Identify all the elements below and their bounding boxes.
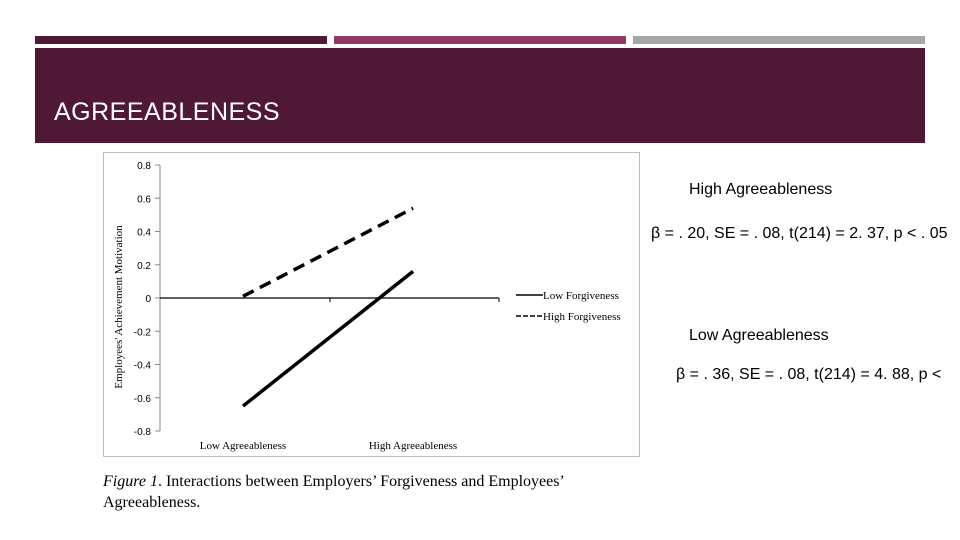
interaction-chart (103, 152, 640, 457)
y-tick-label: 0.4 (137, 227, 151, 239)
slide-title: AGREEABLENESS (54, 98, 281, 126)
legend-label: High Forgiveness (543, 311, 621, 323)
y-tick-label: -0.4 (133, 360, 151, 372)
title-banner (35, 48, 925, 143)
accent-bar-dark (35, 36, 327, 44)
high-agreeableness-stats: β = . 20, SE = . 08, t(214) = 2. 37, p < . 05 (651, 225, 948, 242)
y-tick-label: -0.6 (133, 393, 151, 405)
series-line-low-forgiveness (243, 271, 413, 406)
accent-bar-gray (633, 36, 925, 44)
y-tick-label: -0.2 (133, 327, 151, 339)
caption-text: . Interactions between Employers’ Forgiveness and Employees’ Agreeableness. (103, 473, 564, 511)
y-tick-label: 0.8 (137, 161, 151, 172)
figure-caption (103, 471, 623, 513)
low-agreeableness-stats: β = . 36, SE = . 08, t(214) = 4. 88, p < (676, 366, 942, 383)
x-category-label: High Agreeableness (368, 440, 458, 452)
high-agreeableness-title: High Agreeableness (689, 181, 833, 198)
y-tick-label: 0 (145, 294, 151, 305)
legend-label: Low Forgiveness (543, 290, 619, 302)
y-tick-label: -0.8 (133, 427, 151, 438)
caption-figure-label: Figure 1 (103, 473, 158, 490)
accent-bar-mid (334, 36, 626, 44)
low-agreeableness-title: Low Agreeableness (689, 327, 829, 344)
y-axis-label: Employees' Achievement Motivation (113, 225, 125, 389)
y-tick-label: 0.6 (137, 194, 151, 206)
y-tick-label: 0.2 (137, 260, 151, 272)
x-category-label: Low Agreeableness (199, 440, 287, 452)
series-line-high-forgiveness (243, 208, 413, 296)
